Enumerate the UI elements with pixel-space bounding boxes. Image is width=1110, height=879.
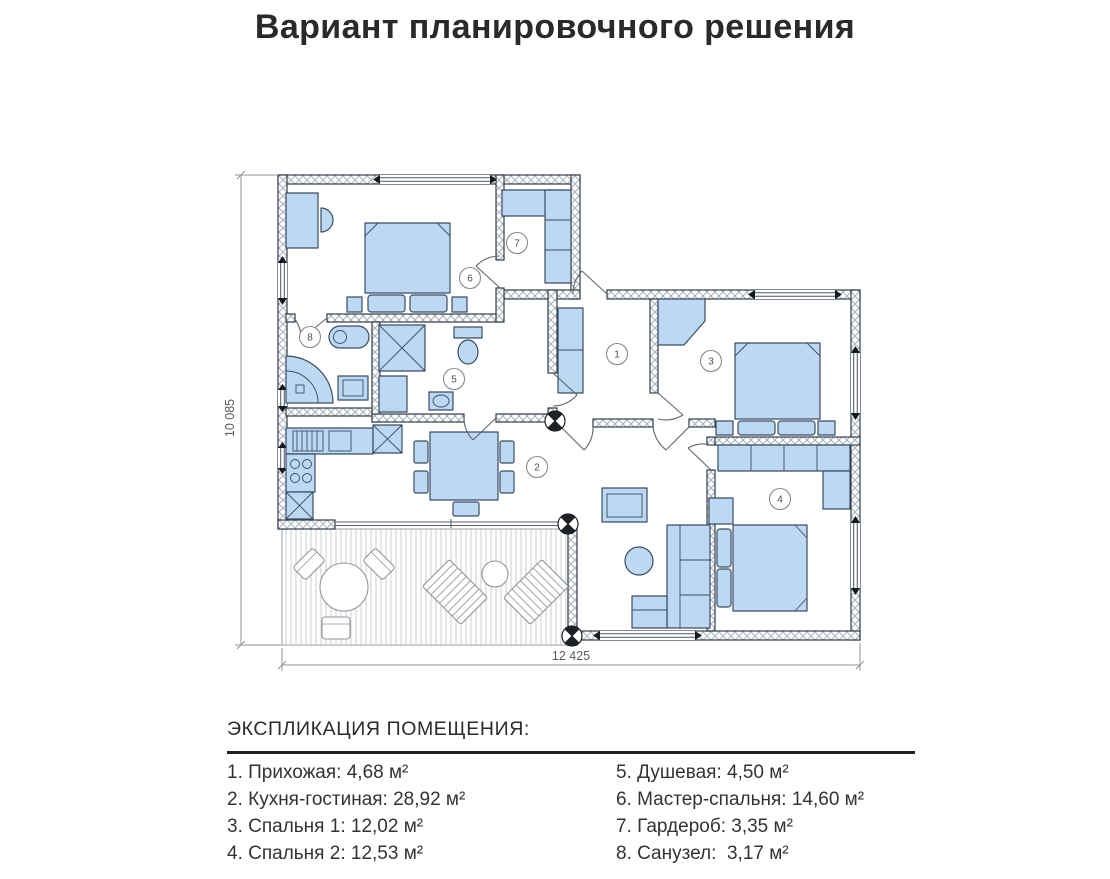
page-title: Вариант планировочного решения [254,8,856,46]
room-number-badge [460,268,481,289]
furniture-master-bedroom [286,193,467,312]
furniture-bathroom [286,326,369,403]
axis-marker-icon [558,514,578,534]
legend-heading: ЭКСПЛИКАЦИЯ ПОМЕЩЕНИЯ: [227,718,530,740]
svg-text:3: 3 [708,356,714,368]
room-number-badge [701,351,722,372]
svg-text:1: 1 [614,349,620,361]
furniture-kitchen [286,425,402,519]
room-number-badge [770,489,791,510]
room-number-badge [300,327,321,348]
furniture-dining [414,432,514,516]
furniture-bedroom1 [658,299,835,435]
svg-text:2: 2 [534,462,540,474]
dimension-height-label: 10 085 [223,398,237,438]
furniture-bedroom2 [709,445,850,611]
legend-item: 8. Санузел: 3,17 м² [616,843,789,864]
legend-item: 7. Гардероб: 3,35 м² [616,816,793,837]
legend-item: 4. Спальня 2: 12,53 м² [227,843,424,864]
room-number-badge [607,344,628,365]
floor-plan-svg [210,156,910,680]
legend-column-left [227,763,465,871]
legend-divider [227,751,915,754]
furniture-shower-room [379,325,482,412]
room-number-badge [507,233,528,254]
room-number-badge [444,369,465,390]
dimension-width-label: 12 425 [551,649,591,663]
furniture-living [602,488,710,628]
axis-marker-icon [545,411,565,431]
svg-text:7: 7 [514,238,520,250]
room-number-badge [527,457,548,478]
svg-text:8: 8 [307,332,313,344]
furniture-hallway-closet [558,308,583,393]
legend-item: 2. Кухня-гостиная: 28,92 м² [227,789,466,810]
legend-item: 3. Спальня 1: 12,02 м² [227,816,424,837]
legend-item: 6. Мастер-спальня: 14,60 м² [616,789,865,810]
svg-text:6: 6 [467,273,473,285]
legend-item: 1. Прихожая: 4,68 м² [227,762,409,783]
legend-item: 5. Душевая: 4,50 м² [616,762,789,783]
axis-marker-icon [562,626,582,646]
svg-text:5: 5 [451,374,457,386]
floor-plan-figure [210,156,910,680]
svg-text:4: 4 [777,494,783,506]
legend-column-right [616,763,864,871]
